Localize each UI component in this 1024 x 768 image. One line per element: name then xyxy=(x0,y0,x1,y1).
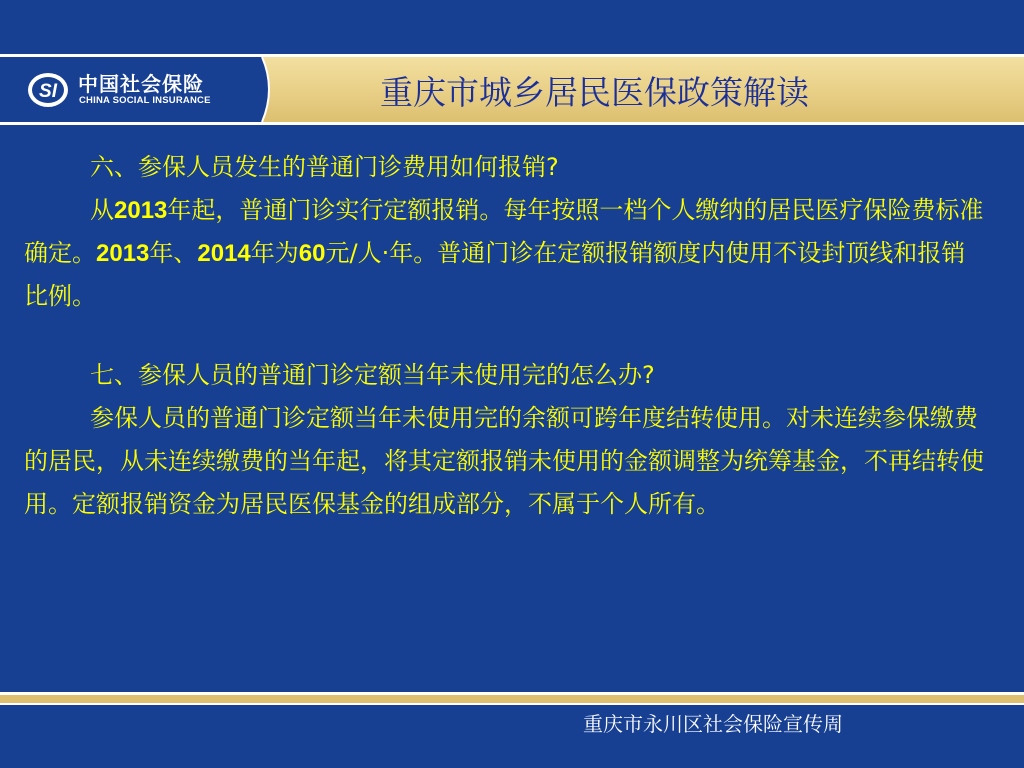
amount-value: 60 xyxy=(298,240,326,267)
svg-text:SI: SI xyxy=(39,81,57,102)
footer-divider-bottom xyxy=(0,703,1024,705)
logo-panel-curve xyxy=(246,57,276,122)
question-6-heading: 六、参保人员发生的普通门诊费用如何报销? xyxy=(90,153,559,181)
page-title: 重庆市城乡居民医保政策解读 xyxy=(380,73,809,112)
footer-caption: 重庆市永川区社会保险宣传周 xyxy=(583,712,843,736)
footer-band xyxy=(0,695,1024,703)
slide-body xyxy=(24,146,986,526)
question-6-answer xyxy=(24,189,986,318)
year-value: 2013 xyxy=(96,240,150,267)
year-value: 2014 xyxy=(197,240,251,267)
year-value: 2013 xyxy=(114,197,168,224)
logo-name-cn: 中国社会保险 xyxy=(78,72,204,96)
answer-text: 从 xyxy=(90,196,114,224)
question-7-heading: 七、参保人员的普通门诊定额当年未使用完的怎么办? xyxy=(90,361,655,389)
answer-text: 年为 xyxy=(250,239,299,267)
answer-text: 年起，普通门诊实行定额报销。每年按照一档个人缴纳的居民医疗保险费标准确定。 xyxy=(24,196,984,267)
answer-text: 年、 xyxy=(149,239,198,267)
logo-name-en: CHINA SOCIAL INSURANCE xyxy=(79,95,211,106)
answer-text: 元/人·年。普通门诊在定额报销额度内使用不设封顶线和报销比例。 xyxy=(24,239,966,310)
header-top-stripe xyxy=(0,0,1024,54)
question-7-answer: 参保人员的普通门诊定额当年未使用完的余额可跨年度结转使用。对未连续参保缴费的居民，从未连续缴费的当年起，将其定额报销未使用的金额调整为统筹基金，不再结转使用。定额报销资金为居民医保基金的组成部分，不属于个人所有。 xyxy=(24,404,984,518)
social-insurance-logo-icon xyxy=(26,70,70,110)
paragraph-gap xyxy=(24,318,986,354)
header-divider xyxy=(0,122,1024,125)
